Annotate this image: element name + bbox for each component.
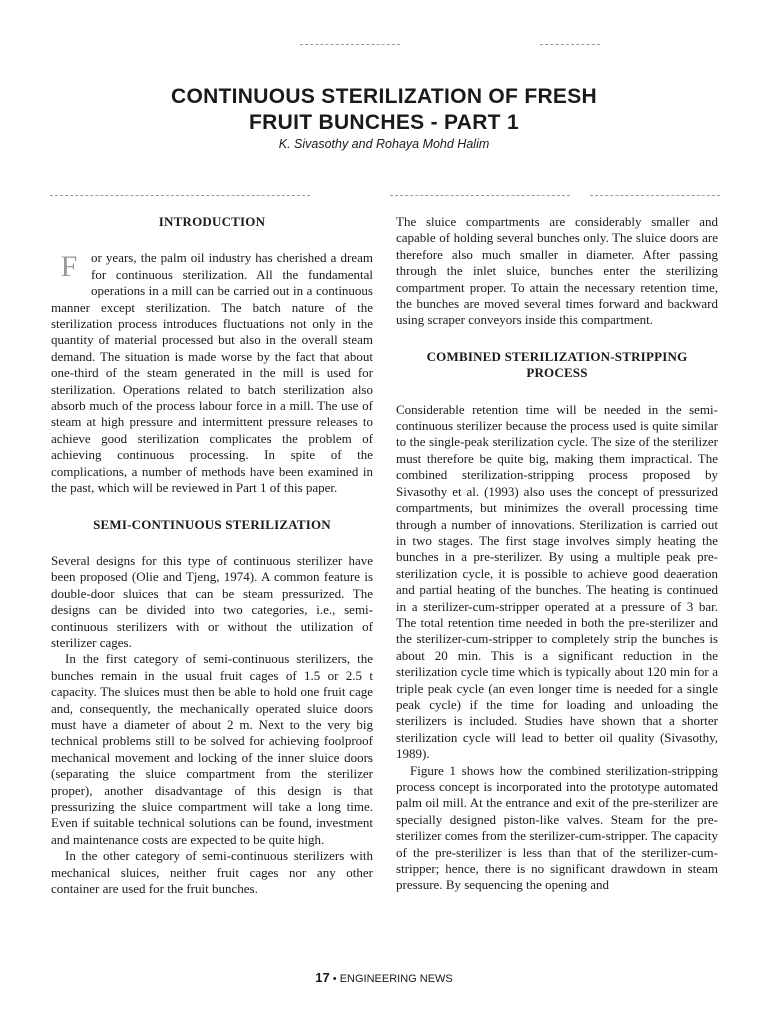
- header-rule-left: [50, 195, 310, 196]
- semi-continuous-paragraph-1: Several designs for this type of continuous sterilizer have been proposed (Olie and Tjeng, 1974). A common feature is double-door sluices that can be steam pressurized. The designs can be divided into two categories, i.e., semi-continuous sterilizers with or without the utilization of sterilizer cages.: [51, 552, 373, 650]
- page-footer: [0, 970, 768, 985]
- right-column: [396, 214, 718, 894]
- combined-process-paragraph-1: Considerable retention time will be needed in the semi-continuous sterilizer because the process used is quite similar to the single-peak sterilization cycle. The size of the sterilizer must therefore be quite big, making them impractical. The combined sterilization-stripping process proposed by Sivasothy et al. (1993) also uses the concept of pressurized compartments, but minimizes the overall processing time through a number of innovations. Sterilization is carried out in two stages. The first stage involves simply heating the bunches in a pre-sterilizer. By using a multiple peak pre-sterilization cycle, it is possible to achieve good deaeration and partial heating of the bunches. The heating is continued in a sterilizer-cum-stripper operated at a pressure of 3 bar. The total retention time needed in both the pre-sterilizer and the sterilizer-cum-stripper to completely strip the bunches is about 20 min. This is a significant reduction in the sterilization cycle time which is typically about 120 min for a triple peak cycle (an even longer time is needed for a single peak cycle) if the time for loading and unloading the sterilizers is included. Studies have shown that a shorter sterilization cycle will lead to better oil quality (Sivasothy, 1989).: [396, 401, 718, 762]
- introduction-heading: INTRODUCTION: [158, 214, 266, 229]
- header-rule-middle: [390, 195, 570, 196]
- combined-process-heading: [396, 349, 718, 382]
- combined-heading-line-2: PROCESS: [526, 365, 588, 381]
- paper-title: [60, 84, 708, 136]
- footer-bullet: •: [332, 973, 337, 985]
- semi-continuous-paragraph-2: In the first category of semi-continuous sterilizers, the bunches remain in the usual fruit cages of 1.5 or 2.5 t capacity. The sluices must then be able to hold one fruit cage and, consequently, the mechanically operated sluice doors must have a diameter of about 2 m. Next to the very big technical problems still to be solved for achieving foolproof mechanical movement and locking of the inner sluice doors (separating the sluice compartment from the sterilizer proper), another disadvantage of this design is that pressurizing the sluice compartment will take a long time. Even if suitable technical solutions can be found, investment and maintenance costs are expected to be quite high.: [51, 651, 373, 847]
- scan-artifact-top-right: [540, 44, 600, 45]
- combined-process-paragraph-2: Figure 1 shows how the combined sterilization-stripping process concept is incorporated into the prototype automated palm oil mill. At the entrance and exit of the pre-sterilizer are specially designed piston-like valves. Steam for the pre-sterilizer comes from the sterilizer-cum-stripper. The capacity of the pre-sterilizer is less than that of the sterilizer-cum-stripper; hence, there is no significant drawdown in steam pressure. By sequencing the opening and: [396, 762, 718, 893]
- introduction-section: [51, 250, 373, 496]
- drop-cap-letter: F: [60, 250, 78, 284]
- scan-artifact-top: [300, 44, 400, 45]
- header-rule-right: [590, 195, 720, 196]
- left-column: [51, 214, 373, 897]
- title-line-1: CONTINUOUS STERILIZATION OF FRESH: [170, 85, 597, 108]
- publication-name: ENGINEERING NEWS: [339, 973, 453, 985]
- semi-continuous-paragraph-3: In the other category of semi-continuous sterilizers with mechanical sluices, neither fruit cages nor any other container are used for the fruit bunches.: [51, 848, 373, 897]
- paper-authors: K. Sivasothy and Rohaya Mohd Halim: [278, 137, 490, 151]
- page-number: 17: [315, 970, 330, 985]
- sluice-paragraph: The sluice compartments are considerably smaller and capable of holding several bunches only. The sluice doors are therefore also much smaller in diameter. After passing through the inlet sluice, bunches enter the sterilizing compartment proper. To attain the necessary retention time, the bunches are moved several times forward and backward using scraper conveyors inside this compartment.: [396, 214, 718, 328]
- combined-heading-line-1: COMBINED STERILIZATION-STRIPPING: [426, 348, 688, 364]
- title-line-2: FRUIT BUNCHES - PART 1: [249, 111, 519, 134]
- introduction-paragraph: or years, the palm oil industry has cherished a dream for continuous sterilization. All the fundamental operations in a mill can be carried out in a continuous manner except sterilization. The batch nature of the sterilization process introduces fluctuations not only in the quantity of material processed but also in the overall steam demand. The situation is made worse by the fact that about one-third of the steam generated in the mill is used for sterilization. Operations related to batch sterilization also absorb much of the process labour force in a mill. The use of steam at high pressure and intermittent pressure releases to achieve good sterilization complicates the problem of achieving continuous processing. In spite of the complications, a number of methods have been examined in the past, which will be reviewed in Part 1 of this paper.: [51, 250, 373, 496]
- semi-continuous-heading: SEMI-CONTINUOUS STERILIZATION: [93, 516, 331, 532]
